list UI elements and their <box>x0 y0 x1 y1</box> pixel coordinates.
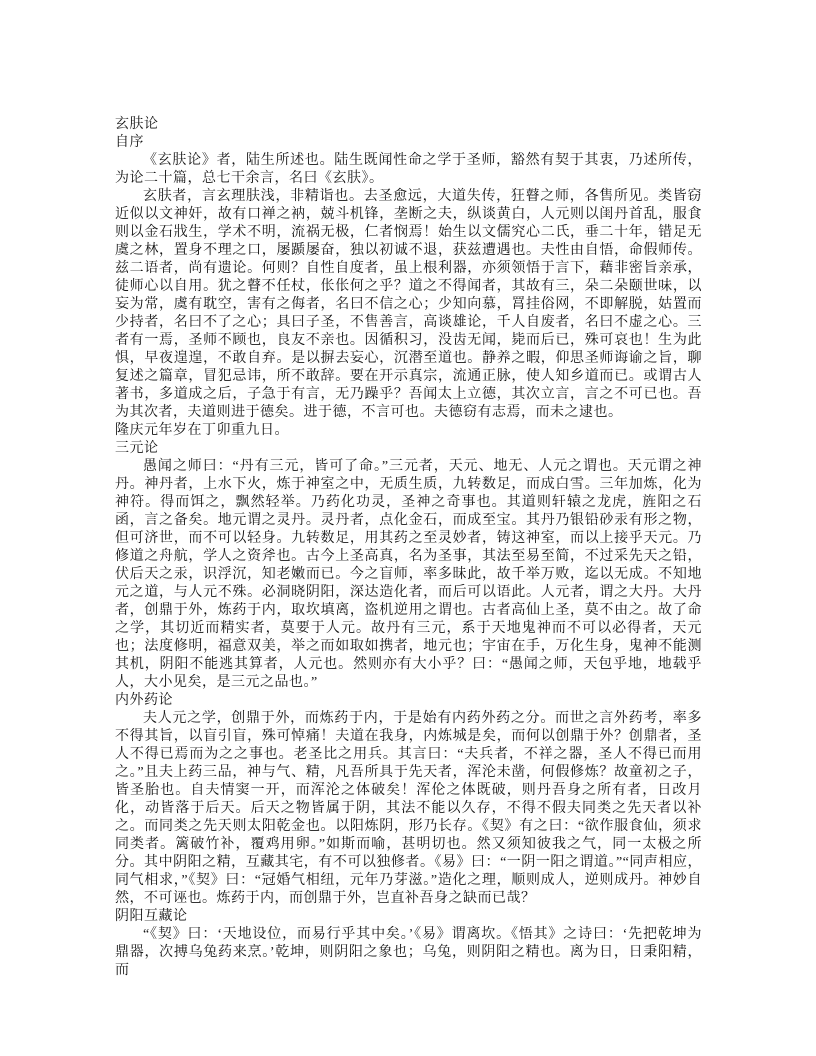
paragraph-yinyang-1: “《契》曰：‘天地设位，而易行乎其中矣。’《易》谓离坎。《悟其》之诗曰：‘先把乾坤为鼎器，次搏乌兔药来烹。’乾坤，则阴阳之象也；乌兔，则阴阳之精也。离为日，日秉阳精，而 <box>115 927 702 978</box>
paragraph-zixu-1: 《玄肤论》者，陆生所述也。陆生既闻性命之学于圣师，豁然有契于其衷，乃述所传，为论二十篇，总七干余言，名曰《玄肤》。 <box>115 153 702 186</box>
section-heading-sanyuan: 三元论 <box>115 441 159 456</box>
section-heading-yinyang: 阴阳互藏论 <box>115 909 188 924</box>
date-line: 隆庆元年岁在丁卯重九日。 <box>115 423 289 438</box>
doc-title: 玄肤论 <box>115 117 159 132</box>
paragraph-neiwaiyao-1: 夫人元之学，创鼎于外，而炼药于内，于是始有内药外药之分。而世之言外药考，率多不得其旨，以盲引盲，殊可悼痛！夫道在我身，内炼城是矣，而何以创鼎于外？创鼎者，圣人不得已焉而为之之事也。老圣比之用兵。其言曰：“夫兵者，不祥之器，圣人不得已而用之。”且夫上药三品，神与气、精，凡吾所具于先天者，浑沦未凿，何假修炼？故童初之子，皆圣胎也。自夫情窦一开，而浑沦之体破矣！浑伦之体既破，则丹吾身之所有者，日改月化，动皆落于后天。后天之物皆属于阴，其法不能以久存，不得不假夫同类之先天者以补之。而同类之先天则太阳乾金也。以阳炼阴，形乃长存。《契》有之曰：“欲作服食仙，须求同类者。篱破竹补，覆鸡用卵。”如斯而喻，甚明切也。然又须知彼我之气，同一太极之所分。其中阴阳之精，互藏其宅，有不可以独修者。《易》曰：“一阴一阳之谓道。”“同声相应，同气相求，”《契》曰：“冠婚气相纽，元年乃芽滋。”造化之理，顺则成人，逆则成丹。神妙自然，不可诬也。炼药于内，而创鼎于外，岂直补吾身之缺而已哉？ <box>115 711 702 906</box>
section-heading-neiwaiyao: 内外药论 <box>115 693 173 708</box>
paragraph-sanyuan-1: 愚闻之师曰：“丹有三元，皆可了命。”三元者，天元、地无、人元之谓也。天元谓之神丹。神丹者，上水下火，炼于神室之中，无质生质，九转数足，而成白雪。三年加炼，化为神符。得而饵之，飘然轻举。乃药化功灵，圣神之奇事也。其道则轩辕之龙虎，旌阳之石函，言之备矣。地元谓之灵丹。灵丹者，点化金石，而成至宝。其丹乃银铅砂汞有形之物，但可济世，而不可以轻身。九转数足，用其药之至灵妙者，铸这神室，而以上接乎天元。乃修道之舟航，学人之资斧也。古今上圣高真，名为圣事，其法至易至简，不过采先天之铅，伏后天之汞，识浮沉，知老嫩而已。今之盲师，率多昧此，故千举万败，迄以无成。不知地元之道，与人元不殊。必洞晓阴阳，深达造化者，而后可以语此。人元者，谓之大丹。大丹者，创鼎于外，炼药于内，取坎填离，盗机逆用之谓也。古者高仙上圣，莫不由之。故了命之学，其切近而精实者，莫要于人元。故丹有三元，系于天地鬼神而不可以必得者，天元也；法度修明，福意双美，举之而如取如携者，地元也；宇宙在手，万化生身，鬼神不能测其机，阴阳不能逃其算者，人元也。然则亦有大小乎？曰：“愚闻之师，天包乎地，地载乎人，大小见矣，是三元之品也。” <box>115 459 702 690</box>
section-heading-zixu: 自序 <box>115 135 144 150</box>
document-body <box>115 116 702 980</box>
paragraph-zixu-2: 玄肤者，言玄理肤浅，非精诣也。去圣愈远，大道失传，狂瞽之师，各售所见。类皆窃近似以文神奸，故有口禅之衲，兢斗机锋，垄断之夫，纵谈黄白，人元则以闺丹首乱，服食则以金石戕生，学术不明，流祸无极，仁者悯焉！始生以文儒究心二氏，垂二十年，错足无虞之林，置身不理之口，屡踬屡奋，独以初诚不退，获兹遭遇也。夫性由自悟，命假师传。兹二语者，尚有遗论。何则？自性自度者，虽上根利器，亦须领悟于言下，藉非密旨亲承，徒师心以自用。犹之瞽不任杖，伥伥何之乎？道之不得闻者，其故有三，朵二朵颐世味，以妄为常，虞有耽空，害有之侮者，名曰不信之心；少知向慕，罥挂俗网，不即解脱，姑置而少持者，名曰不了之心；具曰子圣，不售善言，高谈雄论，千人自废者，名曰不虚之心。三者有一焉，圣师不顾也，良友不亲也。因循积习，没齿无闻，毙而后已，殊可哀也！生为此惧，早夜遑遑，不敢自弃。是以摒去妄心，沉潜至道也。静养之暇，仰思圣师诲谕之旨，聊复述之篇章，冒犯忌讳，所不敢辞。要在开示真宗，流通正脉，使人知乡道而已。或谓古人著书，多道成之后，子急于有言，无乃躁乎？吾闻太上立德，其次立言，言之不可已也。吾为其次者，夫道则进于德矣。进于德，不言可也。夫德窃有志焉，而未之逮也。 <box>115 189 702 420</box>
